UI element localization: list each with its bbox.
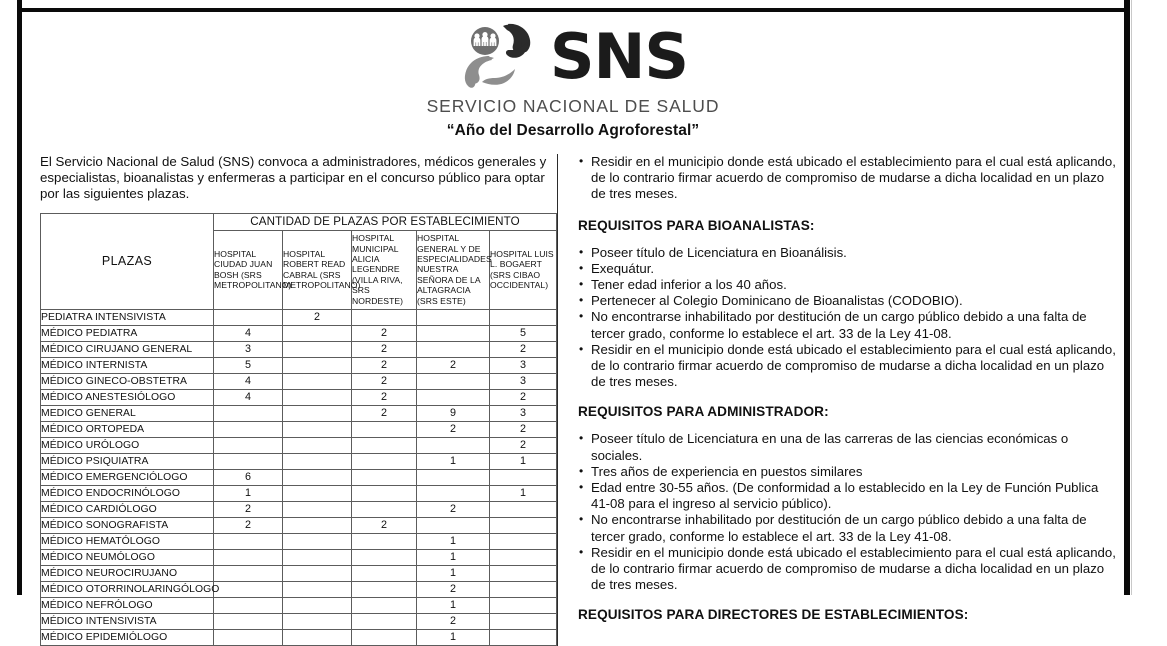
table-row [41,325,557,341]
table-cell-count [352,565,417,581]
continued-requirements-list [578,154,1118,203]
table-cell-count [283,341,352,357]
organization-name: SERVICIO NACIONAL DE SALUD [426,96,720,116]
table-row [41,613,557,629]
requirement-bullet: • Residir en el municipio donde está ubicado el establecimiento para el cual está aplicando, de lo contrario firmar acuerdo de compromiso de mudarse a dicha localidad en un plazo de tres meses. [578,154,1118,203]
table-row [41,453,557,469]
table-cell-count [283,469,352,485]
table-cell-count [417,437,490,453]
table-cell-count [283,565,352,581]
sns-hands-people-logo-icon [458,22,540,92]
table-row-label: MÉDICO EMERGENCIÓLOGO [41,469,214,485]
table-cell-count [214,597,283,613]
table-cell-count [352,309,417,325]
table-cell-count: 2 [490,341,557,357]
table-cell-count: 4 [214,373,283,389]
table-cell-count: 2 [352,389,417,405]
table-cell-count [490,517,557,533]
table-cell-count: 1 [417,597,490,613]
table-row-label: MÉDICO ENDOCRINÓLOGO [41,485,214,501]
table-cell-count: 2 [490,421,557,437]
table-cell-count [352,453,417,469]
table-row-label: MÉDICO CIRUJANO GENERAL [41,341,214,357]
table-cell-count [214,453,283,469]
table-cell-count [352,485,417,501]
table-row [41,533,557,549]
table-cell-count: 2 [417,357,490,373]
requirement-bullet: • No encontrarse inhabilitado por destitución de un cargo público debido a una falta de tercer grado, conforme lo establece el art. 33 de la Ley 41-08. [578,512,1118,544]
table-cell-count [214,533,283,549]
table-row-label: MÉDICO ORTOPEDA [41,421,214,437]
table-row [41,629,557,645]
table-cell-count: 4 [214,389,283,405]
table-cell-count [352,629,417,645]
table-cell-count: 1 [417,453,490,469]
table-header-hospital-4: HOSPITAL GENERAL Y DE ESPECIALIDADES NUESTRA SEÑORA DE LA ALTAGRACIA (SRS ESTE) [417,230,490,309]
table-row [41,469,557,485]
table-cell-count: 2 [417,421,490,437]
table-cell-count: 1 [417,549,490,565]
table-cell-count: 2 [214,501,283,517]
table-row [41,565,557,581]
table-cell-count [490,581,557,597]
table-cell-count [283,581,352,597]
table-cell-count [283,325,352,341]
table-cell-count [352,581,417,597]
table-header-hospital-3: HOSPITAL MUNICIPAL ALICIA LEGENDRE (VILLA RIVA, SRS NORDESTE) [352,230,417,309]
table-cell-count [352,437,417,453]
table-row [41,389,557,405]
table-cell-count: 2 [352,325,417,341]
table-cell-count [490,309,557,325]
table-cell-count [214,309,283,325]
requirements-heading: REQUISITOS PARA ADMINISTRADOR: [578,404,829,420]
table-cell-count: 6 [214,469,283,485]
requirement-bullet: • Pertenecer al Colegio Dominicano de Bioanalistas (CODOBIO). [578,293,1118,309]
table-cell-count [352,597,417,613]
table-row-label: MÉDICO GINECO-OBSTETRA [41,373,214,389]
table-row [41,581,557,597]
table-cell-count [490,501,557,517]
table-cell-count [352,533,417,549]
table-header-hospital-2: HOSPITAL ROBERT READ CABRAL (SRS METROPOLITANO) [283,230,352,309]
table-cell-count [490,469,557,485]
table-cell-count [417,389,490,405]
table-row [41,309,557,325]
table-cell-count [490,629,557,645]
table-cell-count: 2 [417,613,490,629]
table-cell-count [352,613,417,629]
table-cell-count [417,309,490,325]
table-cell-count [283,597,352,613]
sns-wordmark: SNS [549,20,689,93]
page-content [22,12,1124,643]
table-row-label: MÉDICO PEDIATRA [41,325,214,341]
table-cell-count [214,629,283,645]
table-cell-count [352,469,417,485]
table-cell-count [283,437,352,453]
table-row-label: MÉDICO NEFRÓLOGO [41,597,214,613]
two-column-body [22,154,1124,646]
table-cell-count: 1 [490,485,557,501]
table-cell-count: 1 [417,565,490,581]
table-cell-count [283,421,352,437]
table-cell-count [283,405,352,421]
table-cell-count [214,421,283,437]
table-cell-count: 2 [417,501,490,517]
table-row [41,373,557,389]
table-row-label: MÉDICO ANESTESIÓLOGO [41,389,214,405]
table-row-label: MÉDICO URÓLOGO [41,437,214,453]
document-header [22,12,1124,140]
table-cell-count [490,549,557,565]
requirements-heading: REQUISITOS PARA BIOANALISTAS: [578,217,815,233]
table-cell-count [283,517,352,533]
table-row [41,501,557,517]
table-cell-count: 2 [352,373,417,389]
table-cell-count: 1 [417,533,490,549]
table-row-label: MÉDICO NEUMÓLOGO [41,549,214,565]
table-cell-count: 2 [352,405,417,421]
table-row [41,485,557,501]
requirements-list [578,245,1118,391]
table-cell-count: 2 [214,517,283,533]
table-cell-count: 3 [490,405,557,421]
table-cell-count: 9 [417,405,490,421]
table-cell-count [283,613,352,629]
table-header-hospital-5: HOSPITAL LUIS L. BOGAERT (SRS CIBAO OCCIDENTAL) [490,230,557,309]
table-cell-count: 2 [352,341,417,357]
table-cell-count: 5 [214,357,283,373]
table-cell-count [490,613,557,629]
table-cell-count [417,469,490,485]
table-cell-count [283,373,352,389]
table-row [41,357,557,373]
table-cell-count [283,453,352,469]
table-cell-count: 2 [490,389,557,405]
table-cell-count [283,629,352,645]
table-cell-count: 3 [214,341,283,357]
table-cell-count [283,485,352,501]
table-row-label: MÉDICO CARDIÓLOGO [41,501,214,517]
table-cell-count [214,613,283,629]
table-cell-count [214,581,283,597]
table-cell-count [417,485,490,501]
table-header-hospital-1: HOSPITAL CIUDAD JUAN BOSH (SRS METROPOLITANO) [214,230,283,309]
table-row [41,341,557,357]
table-row-label: MÉDICO EPIDEMIÓLOGO [41,629,214,645]
table-row [41,437,557,453]
table-cell-count: 4 [214,325,283,341]
table-header-group: CANTIDAD DE PLAZAS POR ESTABLECIMIENTO [214,213,557,230]
table-row [41,405,557,421]
table-cell-count [417,325,490,341]
table-cell-count [352,501,417,517]
table-cell-count [490,565,557,581]
requirement-bullet: • Tener edad inferior a los 40 años. [578,277,1118,293]
plazas-table [40,213,557,646]
table-cell-count [490,533,557,549]
table-cell-count [417,341,490,357]
requirement-bullet: • Poseer título de Licenciatura en una de las carreras de las ciencias económicas o sociales. [578,431,1118,463]
table-row [41,597,557,613]
year-slogan: “Año del Desarrollo Agroforestal” [446,122,700,139]
table-cell-count [352,549,417,565]
table-cell-count [214,405,283,421]
table-row-label: MÉDICO INTENSIVISTA [41,613,214,629]
table-cell-count [352,421,417,437]
table-cell-count: 2 [283,309,352,325]
requirement-bullet: • Poseer título de Licenciatura en Bioanálisis. [578,245,1118,261]
requirement-bullet: • Residir en el municipio donde está ubicado el establecimiento para el cual está aplicando, de lo contrario firmar acuerdo de compromiso de mudarse a dicha localidad en un plazo de tres meses. [578,545,1118,594]
table-cell-count [417,373,490,389]
table-cell-count [283,533,352,549]
table-row-label: MÉDICO INTERNISTA [41,357,214,373]
table-cell-count [417,517,490,533]
table-cell-count: 3 [490,373,557,389]
table-row-label: MÉDICO HEMATÓLOGO [41,533,214,549]
table-row-label: MÉDICO NEUROCIRUJANO [41,565,214,581]
table-row [41,549,557,565]
requirement-bullet: • Tres años de experiencia en puestos similares [578,464,1118,480]
intro-paragraph: El Servicio Nacional de Salud (SNS) convoca a administradores, médicos generales y especialistas, bioanalistas y enfermeras a participar en el concurso público para optar por las siguientes plazas. [40,154,547,202]
table-row-label: PEDIATRA INTENSIVISTA [41,309,214,325]
table-cell-count: 2 [417,581,490,597]
table-cell-count: 2 [352,357,417,373]
requirement-bullet: • Exequátur. [578,261,1118,277]
table-cell-count: 2 [352,517,417,533]
requirement-bullet: • No encontrarse inhabilitado por destitución de un cargo público debido a una falta de tercer grado, conforme lo establece el art. 33 de la Ley 41-08. [578,309,1118,341]
table-row-label: MÉDICO SONOGRAFISTA [41,517,214,533]
table-cell-count: 2 [490,437,557,453]
table-cell-count: 5 [490,325,557,341]
table-row-label: MEDICO GENERAL [41,405,214,421]
table-row-label: MÉDICO PSIQUIATRA [41,453,214,469]
requirement-bullet: • Residir en el municipio donde está ubicado el establecimiento para el cual está aplicando, de lo contrario firmar acuerdo de compromiso de mudarse a dicha localidad en un plazo de tres meses. [578,342,1118,391]
table-header-plazas: PLAZAS [41,213,214,309]
table-cell-count [283,549,352,565]
table-cell-count [214,565,283,581]
table-cell-count: 1 [490,453,557,469]
table-cell-count [214,437,283,453]
table-cell-count [283,357,352,373]
table-row [41,517,557,533]
table-cell-count [283,389,352,405]
table-row [41,421,557,437]
table-cell-count [214,549,283,565]
table-cell-count: 1 [214,485,283,501]
requirement-bullet: • Edad entre 30-55 años. (De conformidad a lo establecido en la Ley de Función Publica 41-08 para el ingreso al servicio público). [578,480,1118,512]
requirements-list [578,431,1118,593]
logo-lockup [22,20,1124,94]
table-cell-count: 1 [417,629,490,645]
table-row-label: MÉDICO OTORRINOLARINGÓLOGO [41,581,214,597]
table-cell-count: 3 [490,357,557,373]
table-cell-count [283,501,352,517]
right-column [558,154,1124,646]
requirements-sections [578,218,1118,623]
page-border-right-thin [1131,0,1132,595]
table-cell-count [490,597,557,613]
page-border-right [1124,0,1130,595]
requirements-heading: REQUISITOS PARA DIRECTORES DE ESTABLECIMIENTOS: [578,607,969,623]
table-header-row-group [41,213,557,230]
left-column [22,154,555,646]
